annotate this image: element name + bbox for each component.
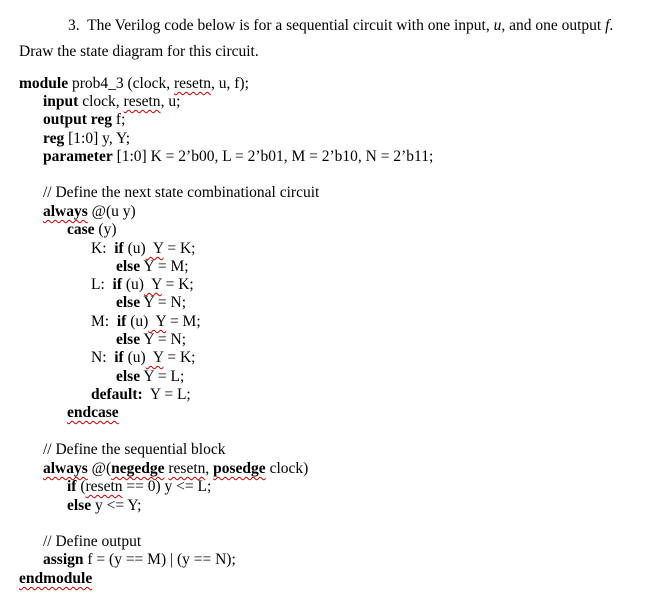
keyword: reg [43, 130, 65, 147]
code-line-else-n [116, 368, 184, 386]
code-line-state-l [91, 276, 194, 294]
state-label: M: [91, 313, 117, 330]
var-f: f [605, 17, 610, 34]
code-text: = K; [163, 349, 196, 366]
keyword: if [114, 349, 124, 366]
code-line-reg [43, 130, 130, 148]
keyword: else [67, 497, 92, 514]
keyword: assign [43, 551, 84, 568]
code-text: Y = L; [140, 368, 185, 385]
code-line-else-l [116, 294, 186, 312]
code-line-input [43, 93, 180, 111]
keyword: parameter [43, 148, 113, 165]
code-line-else-k [116, 258, 189, 276]
keyword: endmodule [19, 570, 93, 587]
keyword: case [67, 221, 95, 238]
code-text: @(u y) [87, 203, 136, 220]
keyword: always [43, 460, 88, 477]
code-line-parameter [43, 148, 433, 166]
code-comment-sequential: // Define the sequential block [43, 441, 226, 458]
code-line-state-k [91, 240, 195, 258]
spellcheck-word: resetn [123, 93, 161, 110]
code-text: [1:0] K = 2’b00, L = 2’b01, M = 2’b10, N = 2’b11; [112, 148, 434, 165]
state-label: N: [91, 349, 115, 366]
code-line-assign [43, 551, 236, 569]
keyword: endcase [67, 404, 119, 421]
keyword: default: [91, 386, 143, 403]
code-text: , [205, 460, 214, 477]
code-text: @( [87, 460, 112, 477]
keyword: if [67, 478, 77, 495]
keyword: else [116, 331, 141, 348]
code-text: == 0) y <= L; [122, 478, 212, 495]
code-line-module [19, 75, 249, 93]
keyword: if [116, 313, 127, 330]
spellcheck-word: Y [148, 313, 167, 330]
keyword: output reg [43, 111, 113, 128]
keyword: always [43, 203, 88, 220]
keyword: input [43, 93, 79, 110]
spellcheck-word: resetn [85, 478, 123, 495]
question-number: 3. [68, 17, 80, 34]
code-line-else-assign [67, 497, 141, 515]
code-line-output [43, 111, 125, 129]
question-line-2: Draw the state diagram for this circuit. [19, 43, 259, 60]
code-text: f; [112, 111, 126, 128]
spellcheck-word: resetn [173, 75, 211, 92]
var-u: u [493, 17, 502, 34]
code-text: prob4_3 (clock, [68, 75, 174, 92]
spellcheck-word: Y [145, 349, 164, 366]
code-text: (y) [94, 221, 117, 238]
keyword: else [116, 294, 141, 311]
code-line-always-comb [43, 203, 136, 221]
spellcheck-word: resetn [168, 460, 206, 477]
code-text: Y = L; [142, 386, 191, 403]
code-text: = M; [166, 313, 201, 330]
code-text: f = (y == M) | (y == N); [83, 551, 236, 568]
spellcheck-word: Y [143, 276, 162, 293]
code-comment-output: // Define output [43, 533, 142, 550]
code-text: (u) [123, 240, 146, 257]
keyword: posedge [213, 460, 266, 477]
code-line-default [91, 386, 191, 404]
code-text: = K; [161, 276, 194, 293]
code-line-if-reset [67, 478, 211, 496]
keyword: negedge [111, 460, 165, 477]
question-text-end: . [609, 17, 614, 34]
code-comment-next-state: // Define the next state combinational circuit [43, 184, 320, 201]
code-line-endmodule [19, 570, 92, 588]
state-label: K: [91, 240, 115, 257]
keyword: else [116, 258, 141, 275]
code-text: (u) [123, 349, 146, 366]
code-line-state-m [91, 313, 201, 331]
code-line-else-m [116, 331, 186, 349]
code-text: ( [76, 478, 86, 495]
keyword: if [114, 240, 124, 257]
code-text: (u) [122, 276, 144, 293]
code-text: = K; [163, 240, 196, 257]
question-text: The Verilog code below is for a sequential circuit with one input, [87, 17, 494, 34]
keyword: module [19, 75, 69, 92]
code-text: Y = M; [140, 258, 189, 275]
code-text: , u, f); [211, 75, 249, 92]
code-text: , u; [160, 93, 181, 110]
code-text: Y = N; [140, 331, 187, 348]
keyword: if [112, 276, 122, 293]
code-text: y <= Y; [91, 497, 142, 514]
code-line-case [67, 221, 117, 239]
question-line-1 [68, 17, 613, 35]
code-text: clock) [265, 460, 309, 477]
code-text: clock, [78, 93, 124, 110]
spellcheck-word: Y [145, 240, 164, 257]
keyword: else [116, 368, 141, 385]
code-line-state-n [91, 349, 195, 367]
code-line-endcase [67, 404, 119, 422]
code-line-always-seq [43, 460, 308, 478]
state-label: L: [91, 276, 113, 293]
question-text-mid: , and one output [501, 17, 606, 34]
code-text: (u) [126, 313, 149, 330]
code-text: Y = N; [140, 294, 187, 311]
code-text: [1:0] y, Y; [64, 130, 131, 147]
